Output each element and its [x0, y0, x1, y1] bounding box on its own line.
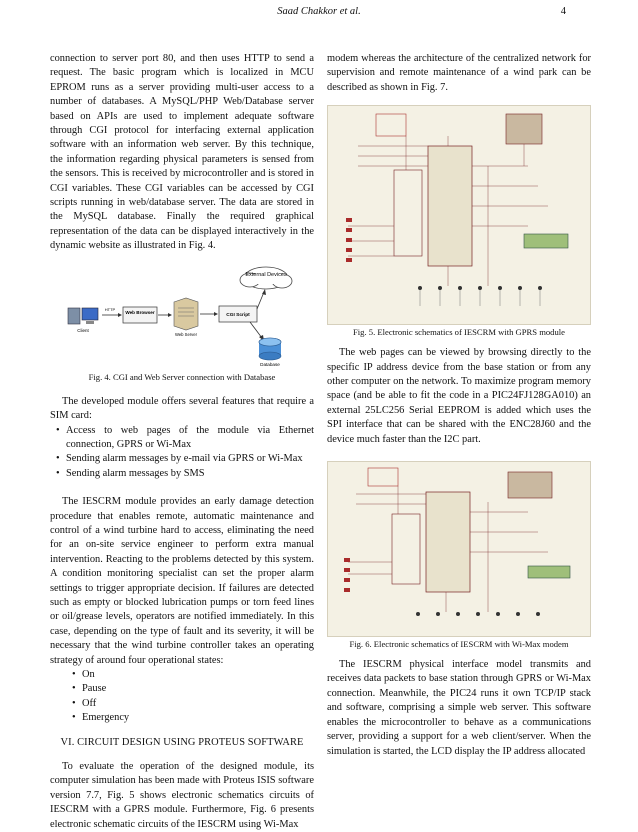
- figure-5: [327, 105, 591, 327]
- web-server-label: Web Server: [174, 331, 198, 337]
- cgi-script-label: CGI Script: [226, 312, 250, 318]
- list-item: • Off: [82, 697, 314, 711]
- cgi-diagram: [50, 264, 314, 370]
- http-label: HTTP: [104, 306, 116, 312]
- figure-6: [327, 461, 591, 639]
- list-item: • On: [82, 668, 314, 682]
- figure-5-caption: Fig. 5. Electronic schematics of IESCRM with GPRS module: [353, 327, 565, 338]
- section-heading: VI. CIRCUIT DESIGN USING PROTEUS SOFTWARE: [60, 736, 304, 748]
- external-devices-cloud: [240, 267, 292, 289]
- database-label: Database: [260, 361, 280, 367]
- client-label: Client: [77, 327, 89, 333]
- paragraph: To evaluate the operation of the designed module, its computer simulation has been made with Proteus ISIS software version 7.7, Fig. 5 shows electronic schematics circuits of IESCRM with a GPRS module. Furthermore, Fig. 6 presents electronic schematic circuits of the IESCRM using Wi-Max: [50, 761, 314, 830]
- paragraph: connection to server port 80, and then uses HTTP to send a request. The basic program which is localized in MCU EPROM runs as a server providing multi-user access to a number of databases. A MySQL/PHP Web/Database server based on APIs are used to implement adequate software through CGI protocol for interfacing external application software with an information web server. By this technique, the information regarding physical parameters is sensed from the sensors. This is received by microcontroller and is stored in CGI variables. These CGI variables can be accessed by CGI scripts running in web/database server. The data are stored in the MySQL database. Finally the required graphical representation of the data can be displayed interactively in the dynamic website as illustrated in Fig. 4.: [50, 53, 314, 252]
- paragraph: The web pages can be viewed by browsing directly to the specific IP address device from the base station or from any other computer on the network. To maximize program memory space (and be able to fit the code in a PIC24FJ128GA010) an external 25LC256 Serial EEPROM is added which uses the SPI interface that can be shared with the ENC28J60 and the device much faster than the I2C part.: [327, 347, 591, 445]
- gprs-schematic-image: [327, 105, 591, 325]
- list-item: • Access to web pages of the module via Ethernet connection, GPRS or Wi-Max: [66, 424, 314, 453]
- database-icon: [259, 338, 281, 367]
- paragraph: The IESCRM physical interface model transmits and receives data packets to base station through GPRS or Wi-Max connection. Meanwhile, the PIC24 runs it own TCP/IP stack and software, comprising a simple web server. This software enables the microcontroller to behave as a communications server, providing a support for a web client/server. When the simulation is started, the LCD display the IP address allocated: [327, 659, 591, 757]
- figure-4: [50, 264, 314, 370]
- external-devices-label: External Devices: [245, 271, 287, 278]
- page-number: 4: [560, 6, 566, 17]
- state-list: [50, 668, 314, 726]
- page-header: [0, 6, 638, 22]
- client-computer-icon: [68, 308, 98, 333]
- paragraph: The IESCRM module provides an early damage detection procedure that enables remote, automatic maintenance and control of a wind turbine hard to access, eliminating the need for an on-site service engineer to perform extra manual intervention. Reacting to the problems detected by this system. A condition monitoring specialist can set the proper alarm settings to trigger appropriate decision. If failures are detected such as empty or blocked lubrication pumps or torn feed lines or oil/grease levels, operators are notified immediately. In this case, depending on the type of fault and its severity, it will be necessary that the wind turbine controller takes an operating strategy of around four operational states:: [50, 496, 314, 666]
- paragraph: The developed module offers several features that require a SIM card:: [50, 395, 314, 422]
- feature-list: [50, 424, 314, 482]
- wimax-schematic-image: [327, 461, 591, 637]
- paragraph: modem whereas the architecture of the centralized network for supervision and remote maintenance of a wind park can be described as shown in Fig. 7.: [327, 53, 591, 93]
- list-item: • Sending alarm messages by e-mail via GPRS or Wi-Max: [66, 452, 314, 466]
- left-column: [50, 52, 314, 832]
- web-server-icon: [174, 298, 198, 337]
- figure-6-caption: Fig. 6. Electronic schematics of IESCRM with Wi-Max modem: [349, 639, 569, 650]
- running-author: Saad Chakkor et al.: [277, 6, 361, 17]
- figure-4-caption: Fig. 4. CGI and Web Server connection with Database: [88, 371, 276, 382]
- list-item: • Emergency: [82, 711, 314, 725]
- right-column: [327, 52, 591, 759]
- list-item: • Pause: [82, 682, 314, 696]
- web-browser-label: Web Browser: [125, 309, 155, 315]
- list-item: • Sending alarm messages by SMS: [66, 467, 314, 481]
